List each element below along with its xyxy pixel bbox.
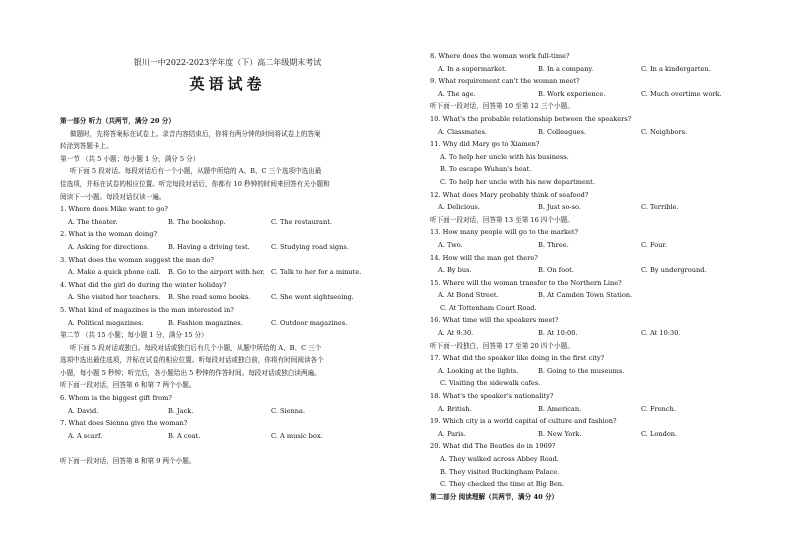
question-17	[430, 352, 760, 390]
option-c: C. They checked the time at Big Ben.	[440, 480, 565, 489]
option-c: C. Outdoor magazines.	[271, 318, 348, 327]
options	[60, 291, 395, 304]
question-text: 2. What is the woman doing?	[60, 230, 158, 239]
question-text: 18. What's the speaker's nationality?	[430, 392, 554, 401]
options	[430, 264, 760, 277]
question-text: 15. Where will the woman transfer to the Northern Line?	[430, 278, 622, 287]
options	[430, 63, 760, 76]
option-a: A. Two.	[438, 240, 463, 249]
option-b: B. Fashion magazines.	[168, 318, 243, 327]
option-a: A. Make a quick phone call.	[68, 268, 161, 277]
question-7	[60, 417, 395, 442]
option-b: B. Work experience.	[538, 89, 606, 98]
option-b: B. Having a driving test.	[168, 242, 250, 251]
instruction-line: 听下面 5 段对话。每段对话后有一个小题，从题中所给的 A、B、C 三个选项中选出最	[70, 167, 322, 176]
question-1	[60, 203, 395, 228]
listening-prompt: 听下面一段对话，回答第 8 和第 9 两个小题。	[60, 457, 196, 466]
question-14	[430, 252, 760, 277]
instruction-line: 转涂到答题卡上。	[60, 142, 113, 151]
question-text: 12. What does Mary probably think of seafood?	[430, 190, 589, 199]
option-a: A. Paris.	[438, 429, 466, 438]
option-b: B. In a company.	[538, 64, 594, 73]
option-a: A. The theater.	[68, 217, 118, 226]
option-a: A. At Bond Street.	[438, 291, 499, 300]
question-11	[430, 138, 760, 188]
question-text: 17. What did the speaker like doing in the first city?	[430, 354, 605, 363]
option-a: A. Delicious.	[438, 203, 480, 212]
option-c: C. Neighbors.	[641, 127, 688, 136]
instruction-line: 做题时，先将答案标在试卷上。录音内容结束后，你将有两分钟的时间将试卷上的答案	[70, 129, 321, 138]
subject-title: 英语试卷	[189, 75, 266, 93]
option-a: A. British.	[438, 404, 472, 413]
question-4	[60, 279, 395, 304]
instruction-line: 佳选项，并标在试卷的相应位置。听完每段对话后，你都有 10 秒钟的时间来回答有关小题和	[60, 179, 330, 188]
option-c: C. A music box.	[271, 431, 323, 440]
option-c: C. Four.	[641, 240, 667, 249]
option-a: A. She visited her teachers.	[68, 293, 161, 302]
option-a: A. Political magazines.	[68, 318, 144, 327]
right-column	[430, 50, 760, 503]
option-a: A. In a supermarket.	[438, 64, 507, 73]
option-a: A. The age.	[438, 89, 476, 98]
options	[60, 241, 395, 254]
option-a: A. Looking at the lights.	[438, 366, 519, 375]
question-16	[430, 314, 760, 339]
option-c: C. In a kindergarten.	[641, 64, 711, 73]
options	[60, 405, 395, 418]
option-a: A. To help her uncle with his business.	[440, 152, 569, 161]
question-text: 3. What does the woman suggest the man do?	[60, 255, 214, 264]
option-a: A. A scarf.	[68, 431, 103, 440]
question-2	[60, 228, 395, 253]
question-text: 14. How will the man get there?	[430, 253, 538, 262]
listening-prompt: 听下面一段对话，回答第 6 和第 7 两个小题。	[60, 381, 196, 390]
options	[60, 430, 395, 443]
options	[60, 266, 395, 279]
option-a: A. Classmates.	[438, 127, 488, 136]
instruction-line: 选项中选出最佳选项，并标在试卷的相应位置。听每段对话或独白前，你将有时间阅读各个	[60, 356, 324, 365]
listening-prompt: 听下面一段对话，回答第 10 至第 12 三个小题。	[430, 102, 574, 111]
part1-heading: 第一部分 听力（共两节，满分 20 分）	[60, 117, 175, 125]
option-b: B. On foot.	[538, 266, 574, 275]
question-6	[60, 392, 395, 417]
question-9	[430, 75, 760, 100]
listening-prompt: 听下面一段独白，回答第 17 至第 20 四个小题。	[430, 341, 574, 350]
option-c: C. French.	[641, 404, 676, 413]
question-20	[430, 440, 760, 490]
question-8	[430, 50, 760, 75]
option-b: B. At Camden Town Station.	[538, 291, 633, 300]
option-c: C. Talk to her for a minute.	[271, 268, 362, 277]
options	[60, 216, 395, 229]
option-b: B. Going to the museums.	[538, 366, 625, 375]
options	[430, 365, 760, 378]
option-a: A. At 9:30.	[438, 329, 474, 338]
part2-heading: 第二部分 阅读理解（共两节，满分 40 分）	[430, 492, 559, 501]
question-text: 20. What did The Beatles do in 1969?	[430, 442, 556, 451]
option-b: B. Jack.	[168, 406, 194, 415]
option-b: B. The bookshop.	[168, 217, 226, 226]
option-c: C. Much overtime work.	[641, 89, 722, 98]
options	[430, 239, 760, 252]
option-b: B. American.	[538, 404, 582, 413]
instruction-line: 阅读下一小题。每段对话仅读一遍。	[60, 192, 166, 201]
instruction-line: 听下面 5 段对话或独白。每段对话或独白后有几个小题，从题中所给的 A、B、C 三个	[70, 343, 322, 352]
question-text: 9. What requirement can't the woman meet?	[430, 77, 580, 86]
option-c: C. She went sightseeing.	[271, 293, 354, 302]
option-c: C. London.	[641, 429, 678, 438]
option-b: B. To escape Wuhan's heat.	[440, 165, 532, 174]
option-c: C. To help her uncle with his new department.	[440, 177, 595, 186]
question-3	[60, 254, 395, 279]
question-text: 19. Which city is a world capital of culture and fashion?	[430, 417, 617, 426]
question-text: 13. How many people will go to the market?	[430, 228, 579, 237]
option-c: C. Visiting the sidewalk cafes.	[440, 379, 541, 388]
option-c: C. Terrible.	[641, 203, 679, 212]
question-text: 11. Why did Mary go to Xiamen?	[430, 140, 540, 149]
question-text: 6. Whom is the biggest gift from?	[60, 394, 172, 403]
option-a: A. Asking for directions.	[68, 242, 149, 251]
question-18	[430, 390, 760, 415]
option-c: C. Studying road signs.	[271, 242, 349, 251]
option-b: B. They visited Buckingham Palace.	[440, 467, 560, 476]
instruction-line: 小题，每小题 5 秒钟；听完后，各小题给出 5 秒钟的作答时间。每段对话或独白读两遍。	[60, 368, 321, 377]
options	[430, 289, 760, 302]
options	[430, 88, 760, 101]
exam-title: 银川一中2022-2023学年度（下）高二年级期末考试	[133, 58, 322, 67]
option-b: B. At 10:00.	[538, 329, 578, 338]
options	[430, 327, 760, 340]
options	[430, 126, 760, 139]
option-c: C. At Tottenham Court Road.	[440, 303, 537, 312]
option-b: B. Three.	[538, 240, 569, 249]
left-column	[60, 115, 395, 468]
option-b: B. Go to the airport with her.	[168, 268, 265, 277]
options	[60, 317, 395, 330]
option-c: C. At 10:30.	[641, 329, 681, 338]
question-text: 1. Where does Mike want to go?	[60, 205, 168, 214]
question-text: 4. What did the girl do during the winter holiday?	[60, 280, 227, 289]
section2-heading: 第二节 （共 15 小题；每小题 1 分，满分 15 分）	[60, 331, 208, 340]
section1-heading: 第一节 （共 5 小题；每小题 1 分，满分 5 分）	[60, 154, 200, 163]
option-b: B. Colleagues.	[538, 127, 586, 136]
option-a: A. They walked across Abbey Road.	[440, 455, 559, 463]
option-c: C. By underground.	[641, 266, 707, 275]
question-5	[60, 304, 395, 329]
question-12	[430, 189, 760, 214]
option-a: A. David.	[68, 406, 99, 415]
options	[430, 428, 760, 441]
question-10	[430, 113, 760, 138]
question-text: 7. What does Sienna give the woman?	[60, 419, 188, 428]
option-b: B. She read some books.	[168, 293, 251, 302]
question-15	[430, 277, 760, 315]
option-b: B. New York.	[538, 429, 582, 438]
option-c: C. The restaurant.	[271, 217, 332, 226]
option-a: A. By bus.	[438, 266, 472, 275]
question-13	[430, 226, 760, 251]
question-text: 8. Where does the woman work full-time?	[430, 52, 570, 60]
options	[430, 201, 760, 214]
options	[430, 403, 760, 416]
option-b: B. A coat.	[168, 431, 201, 440]
question-19	[430, 415, 760, 440]
option-b: B. Just so-so.	[538, 203, 581, 212]
question-text: 16. What time will the speakers meet?	[430, 316, 559, 325]
question-text: 5. What kind of magazines is the man interested in?	[60, 305, 234, 314]
question-text: 10. What's the probable relationship between the speakers?	[430, 114, 632, 123]
option-c: C. Sienna.	[271, 406, 306, 415]
listening-prompt: 听下面一段对话，回答第 13 至第 16 四个小题。	[430, 215, 574, 224]
